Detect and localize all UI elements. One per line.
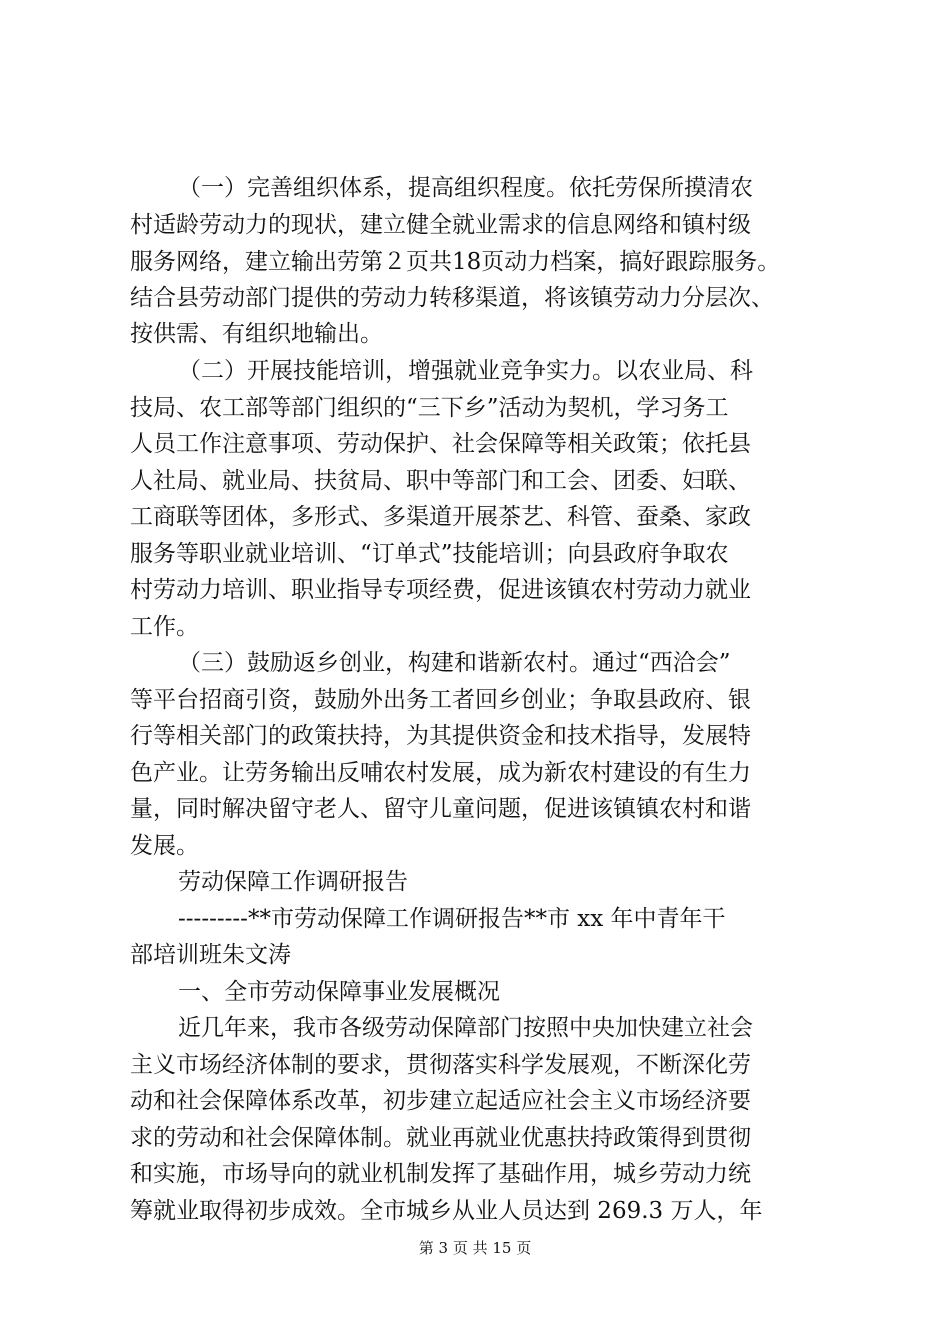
- paragraph-line: 求的劳动和社会保障体制。就业再就业优惠扶持政策得到贯彻: [130, 1125, 751, 1151]
- section-title: 劳动保障工作调研报告: [178, 869, 408, 895]
- paragraph-line: 色产业。让劳务输出反哺农村发展，成为新农村建设的有生力: [130, 760, 751, 786]
- paragraph-line: 近几年来，我市各级劳动保障部门按照中央加快建立社会: [178, 1015, 753, 1041]
- page-footer: 第 3 页 共 15 页: [418, 1239, 532, 1257]
- paragraph-line: （一）完善组织体系，提高组织程度。依托劳保所摸清农: [178, 175, 753, 201]
- paragraph-line: 发展。: [130, 833, 199, 859]
- paragraph-line: 人社局、就业局、扶贫局、职中等部门和工会、团委、妇联、: [130, 468, 751, 494]
- paragraph-line: 筹就业取得初步成效。全市城乡从业人员达到 269.3 万人，年: [130, 1198, 763, 1224]
- paragraph-line: 按供需、有组织地输出。: [130, 321, 383, 347]
- paragraph-line: 工作。: [130, 614, 199, 640]
- paragraph-line: 主义市场经济体制的要求，贯彻落实科学发展观，不断深化劳: [130, 1052, 751, 1078]
- byline: ---------**市劳动保障工作调研报告**市 xx 年中青年干: [178, 906, 726, 932]
- paragraph-line: 结合县劳动部门提供的劳动力转移渠道，将该镇劳动力分层次、: [130, 285, 774, 311]
- section-heading: 一、全市劳动保障事业发展概况: [178, 979, 500, 1005]
- paragraph-line: 动和社会保障体系改革，初步建立起适应社会主义市场经济要: [130, 1088, 751, 1114]
- paragraph-line: 工商联等团体，多形式、多渠道开展茶艺、科管、蚕桑、家政: [130, 504, 751, 530]
- paragraph-line: 行等相关部门的政策扶持，为其提供资金和技术指导，发展特: [130, 723, 751, 749]
- paragraph-line: 村劳动力培训、职业指导专项经费，促进该镇农村劳动力就业: [130, 577, 751, 603]
- paragraph-line: 服务等职业就业培训、“订单式”技能培训；向县政府争取农: [130, 541, 729, 567]
- paragraph-line: 服务网络，建立输出劳第２页共18页动力档案，搞好跟踪服务。: [130, 249, 781, 275]
- byline: 部培训班朱文涛: [130, 942, 291, 968]
- paragraph-line: （二）开展技能培训，增强就业竞争实力。以农业局、科: [178, 358, 753, 384]
- paragraph-line: 村适龄劳动力的现状，建立健全就业需求的信息网络和镇村级: [130, 212, 751, 238]
- paragraph-line: （三）鼓励返乡创业，构建和谐新农村。通过“西洽会”: [178, 650, 731, 676]
- paragraph-line: 等平台招商引资，鼓励外出务工者回乡创业；争取县政府、银: [130, 687, 751, 713]
- paragraph-line: 技局、农工部等部门组织的“三下乡”活动为契机，学习务工: [130, 395, 729, 421]
- paragraph-line: 和实施，市场导向的就业机制发挥了基础作用，城乡劳动力统: [130, 1161, 751, 1187]
- paragraph-line: 人员工作注意事项、劳动保护、社会保障等相关政策；依托县: [130, 431, 751, 457]
- paragraph-line: 量，同时解决留守老人、留守儿童问题，促进该镇镇农村和谐: [130, 796, 751, 822]
